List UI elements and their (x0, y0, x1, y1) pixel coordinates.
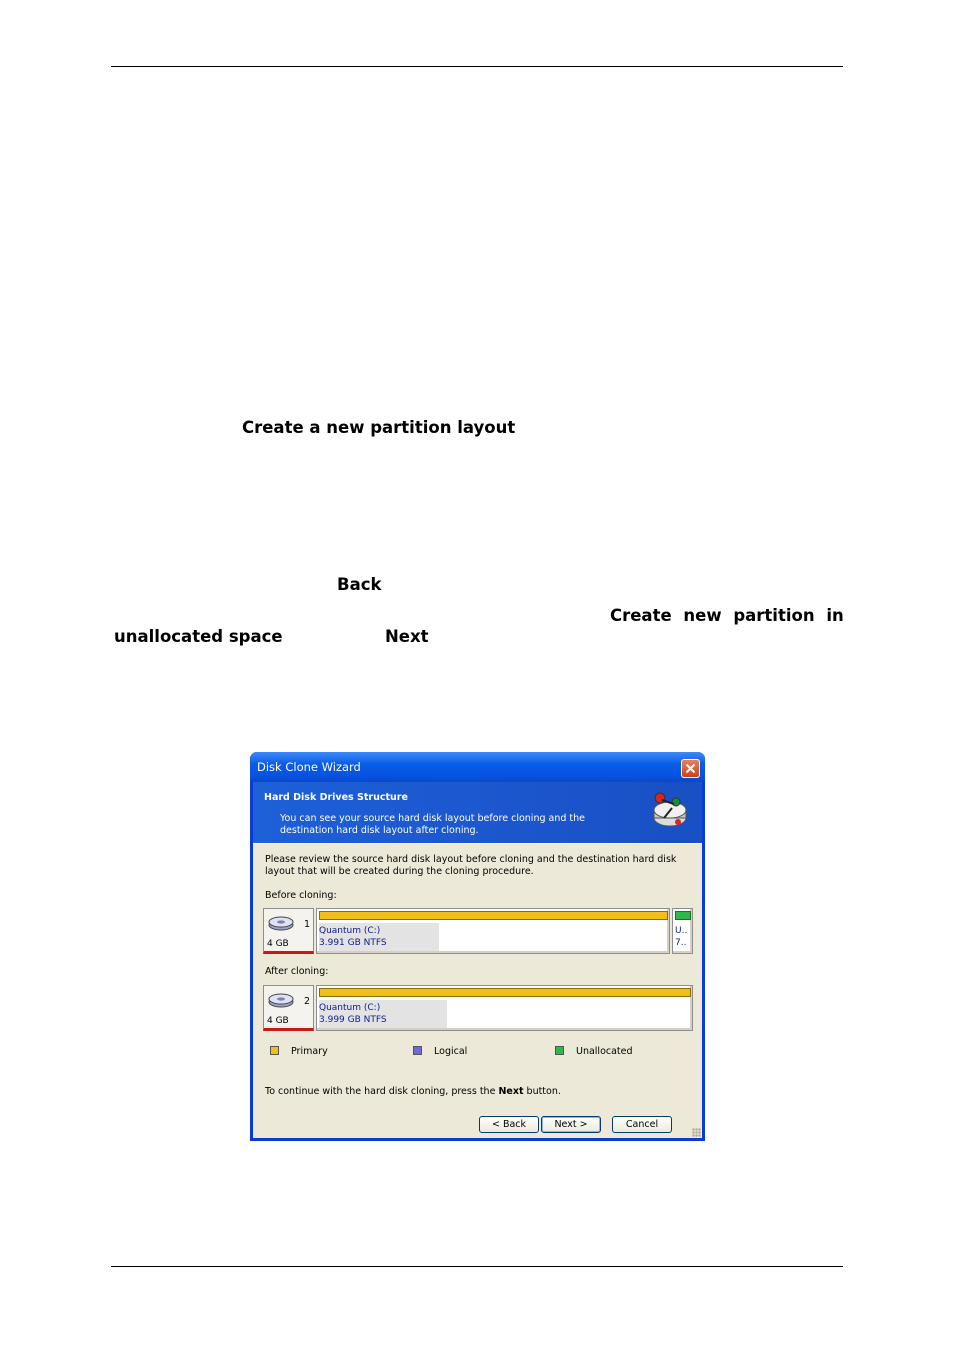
bold-back: Back (337, 575, 382, 594)
dialog-client (253, 782, 702, 1138)
unallocated-name: U.. (675, 926, 688, 936)
partition-info: 3.991 GB NTFS (319, 938, 387, 948)
after-cloning-label: After cloning: (265, 966, 329, 977)
window-title: Disk Clone Wizard (257, 760, 361, 774)
partition-name: Quantum (C:) (319, 926, 381, 936)
partition-info: 3.999 GB NTFS (319, 1015, 387, 1025)
next-button[interactable]: Next > (541, 1116, 601, 1133)
bold-next: Next (385, 627, 429, 646)
primary-bar (319, 988, 691, 997)
hard-disk-icon (267, 914, 295, 932)
footer-next-bold: Next (498, 1086, 524, 1097)
footer-prefix: To continue with the hard disk cloning, press the (265, 1086, 499, 1097)
unallocated-size: 7.. (675, 938, 687, 948)
header-separator (253, 843, 702, 844)
bold-create-layout: Create a new partition layout (242, 418, 516, 437)
disk-number: 2 (304, 996, 311, 1007)
close-icon (685, 763, 696, 774)
bold-unallocated-space: unallocated space (114, 627, 283, 646)
hard-disk-icon (267, 991, 295, 1009)
after-disk-row (263, 985, 693, 1033)
primary-legend-swatch (270, 1046, 279, 1055)
before-cloning-label: Before cloning: (265, 890, 337, 901)
unallocated-bar (675, 911, 691, 920)
disk-clone-icon (646, 788, 690, 832)
header-rule (111, 66, 843, 67)
partition-c-before[interactable] (316, 908, 670, 954)
unallocated-partition-before[interactable] (672, 908, 693, 954)
info-text: Please review the source hard disk layout before cloning and the destination hard disk layout that will be created during the cloning procedure. (265, 854, 677, 877)
wizard-header (253, 782, 702, 843)
footer-rule (111, 1266, 843, 1267)
unallocated-legend-swatch (555, 1046, 564, 1055)
close-button[interactable] (681, 759, 700, 778)
disk-clone-wizard-window (250, 752, 705, 1141)
partition-c-after[interactable] (316, 985, 693, 1031)
bold-create-new-partition: Create new partition in (610, 606, 844, 625)
disk-number: 1 (304, 919, 311, 930)
back-button[interactable]: < Back (479, 1116, 539, 1133)
before-disk-box[interactable] (263, 908, 314, 954)
partition-name: Quantum (C:) (319, 1003, 381, 1013)
before-disk-row (263, 908, 693, 956)
logical-legend-label: Logical (434, 1046, 468, 1057)
title-bar[interactable] (250, 752, 705, 782)
primary-legend-label: Primary (291, 1046, 328, 1057)
logical-legend-swatch (413, 1046, 422, 1055)
resize-grip[interactable] (692, 1128, 701, 1137)
footer-instruction (265, 1086, 561, 1097)
primary-bar (319, 911, 668, 920)
cancel-button[interactable]: Cancel (612, 1116, 672, 1133)
header-title: Hard Disk Drives Structure (264, 792, 408, 803)
unallocated-legend-label: Unallocated (576, 1046, 633, 1057)
footer-suffix: button. (523, 1086, 561, 1097)
after-disk-box[interactable] (263, 985, 314, 1031)
disk-size: 4 GB (267, 939, 289, 949)
header-description: You can see your source hard disk layout before cloning and the destination hard disk layout after cloning. (280, 813, 586, 836)
disk-size: 4 GB (267, 1016, 289, 1026)
